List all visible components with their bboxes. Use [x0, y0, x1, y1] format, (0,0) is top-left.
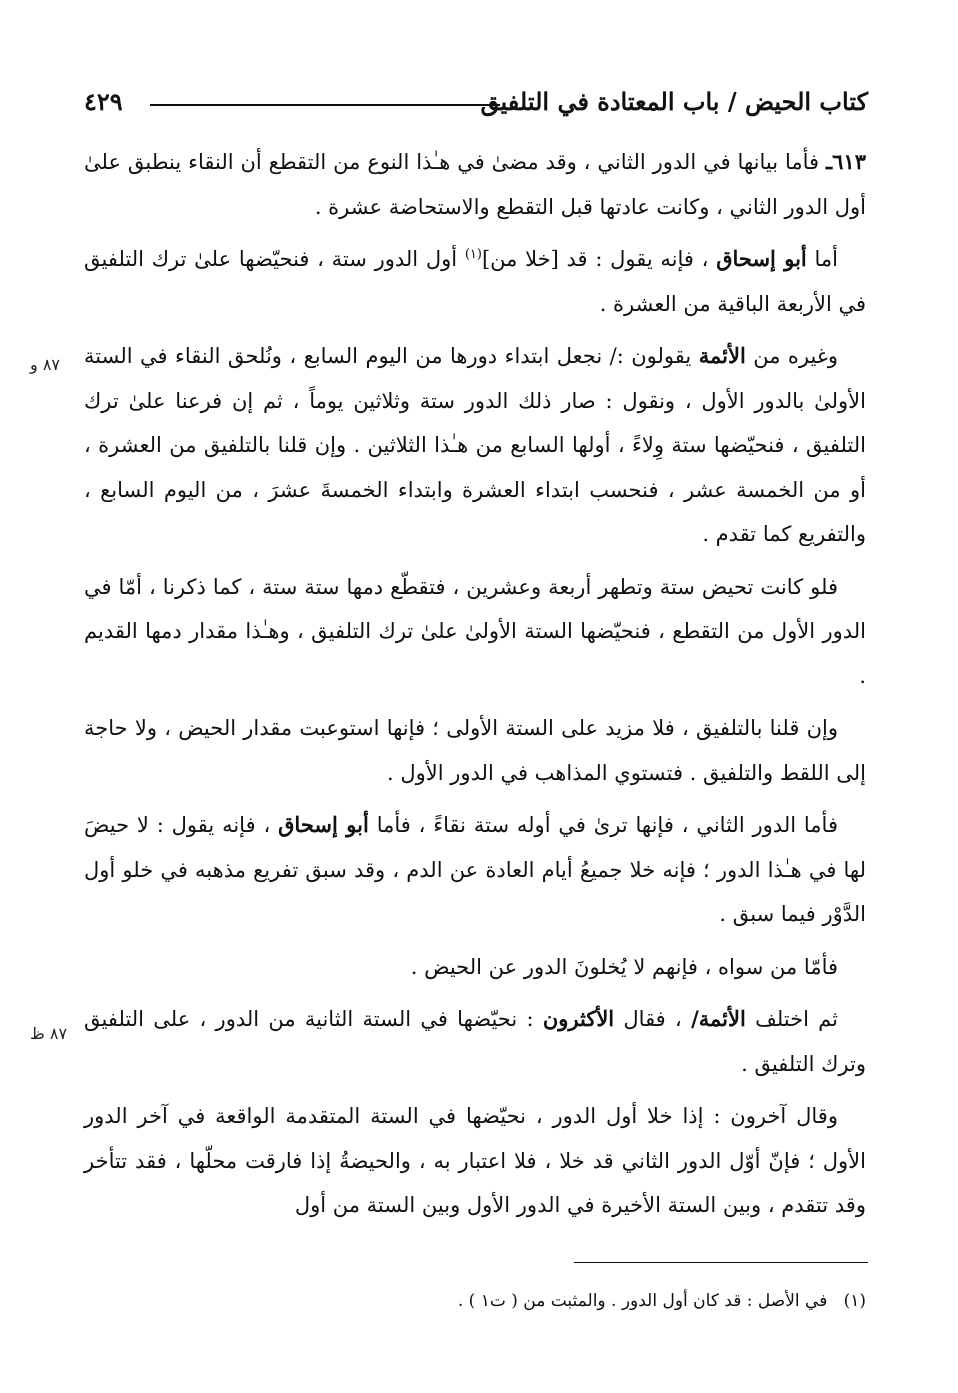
person-name: أبو إسحاق: [278, 812, 369, 837]
margin-folio-note: ٨٧ و: [30, 355, 60, 374]
paragraph-text: فأما بيانها في الدور الثاني ، وقد مضىٰ في هـٰذا النوع من التقطع أن النقاء ينطبق علىٰ أول الدور الثاني ، وكانت عادتها قبل التقطع والاستحاضة عشرة .: [84, 150, 866, 219]
paragraph: [84, 997, 866, 1086]
paragraph-text: وقال آخرون : إذا خلا أول الدور ، نحيّضها في الستة المتقدمة الواقعة في آخر الدور الأول ؛ فإنّ أوّل الدور الثاني قد خلا ، فلا اعتبار به ، والحيضةُ إذا فارقت محلّها ، فقد تتأخر وقد تتقدم ، وبين الستة الأخيرة في الدور الأول وبين الستة من أول: [84, 1104, 866, 1217]
margin-folio-note: ٨٧ ظ: [30, 1024, 68, 1043]
paragraph-text: : نحيّضها في الستة الثانية من الدور ، على التلفيق وترك التلفيق .: [84, 1007, 866, 1076]
paragraph-lead: وغيره من: [753, 344, 838, 368]
footnote-marker: (١): [843, 1291, 866, 1311]
paragraph: [84, 945, 866, 990]
paragraph: [84, 1094, 866, 1228]
page-header: [84, 84, 868, 128]
paragraph: [84, 140, 866, 229]
footnote: [84, 1286, 866, 1316]
paragraph-lead: فأما الدور الثاني ، فإنها ترىٰ في أوله ستة نقاءً ، فأما: [376, 813, 838, 837]
footnote-text: في الأصل : قد كان أول الدور . والمثبت من ( ت١ ) .: [457, 1291, 828, 1311]
term-name: الأكثرون: [542, 1006, 615, 1031]
term-name: الأئمة/: [691, 1006, 746, 1031]
paragraph: [84, 706, 866, 795]
footnote-rule: [574, 1262, 868, 1263]
paragraph-text: وإن قلنا بالتلفيق ، فلا مزيد على الستة الأولى ؛ فإنها استوعبت مقدار الحيض ، ولا حاجة إلى اللقط والتلفيق . فتستوي المذاهب في الدور الأول .: [84, 716, 866, 785]
paragraph-text: ، فإنه يقول : قد [خلا من]: [481, 247, 709, 271]
paragraph-text: يقولون :/ نجعل ابتداء دورها من اليوم السابع ، ونُلحق النقاء في الستة الأولىٰ بالدور الأول ، ونقول : صار ذلك الدور ستة وثلاثين يوماً ، ثم إن فرعنا علىٰ ترك التلفيق ، فنحيّضها ستة وِلاءً ، أولها السابع من هـٰذا الثلاثين . وإن قلنا بالتلفيق من العشرة ، أو من الخمسة عشر ، فنحسب ابتداء العشرة وابتداء الخمسةَ عشرَ ، من اليوم السابع ، والتفريع كما تقدم .: [84, 344, 866, 546]
paragraph-text: فلو كانت تحيض ستة وتطهر أربعة وعشرين ، فتقطّع دمها ستة ستة ، كما ذكرنا ، أمّا في الدور الأول من التقطع ، فنحيّضها الستة الأولىٰ علىٰ ترك التلفيق ، وهـٰذا مقدار دمها القديم .: [84, 574, 866, 688]
term-name: الأئمة: [698, 343, 746, 368]
paragraph: [84, 334, 866, 557]
paragraph-lead: أما: [814, 247, 838, 271]
paragraph-text: ، فقال: [623, 1007, 682, 1031]
person-name: أبو إسحاق: [716, 246, 807, 271]
paragraph-lead: ثم اختلف: [755, 1007, 839, 1031]
paragraph-text: أول الدور ستة ، فنحيّضها علىٰ ترك التلفيق في الأربعة الباقية من العشرة .: [84, 247, 866, 316]
running-title: كتاب الحيض / باب المعتادة في التلفيق: [480, 87, 868, 116]
paragraph: [84, 237, 866, 326]
paragraph-text: فأمّا من سواه ، فإنهم لا يُخلونَ الدور عن الحيض .: [410, 954, 838, 979]
paragraph: [84, 803, 866, 937]
main-text: [84, 140, 866, 1236]
page-number: ٤٢٩: [84, 87, 123, 116]
paragraph: [84, 565, 866, 699]
header-rule: [150, 104, 500, 106]
footnote-reference[interactable]: (١): [464, 247, 482, 262]
paragraph-number: ٦١٣ـ: [826, 149, 866, 174]
paragraph-text: ، فإنه يقول : لا حيضَ لها في هـٰذا الدور ؛ فإنه خلا جميعُ أيام العادة عن الدم ، وقد سبق تفريع مذهبه في خلو أول الدَّوْر فيما سبق .: [84, 813, 866, 926]
